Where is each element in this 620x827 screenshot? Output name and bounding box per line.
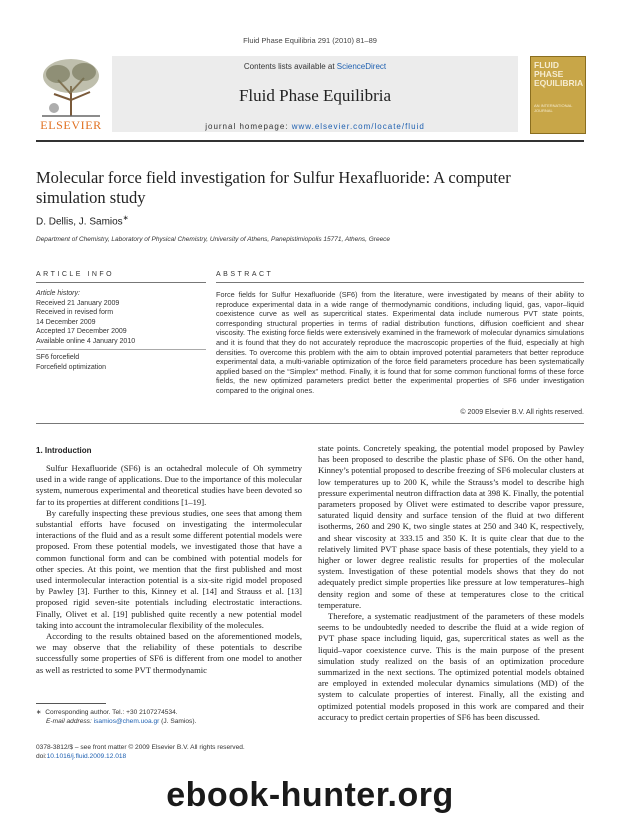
paragraph: According to the results obtained based on the aforementioned models, we may observe that the reliability of these potentials to describe successfully some properties of SF6 is different from one model to another as well as restricted to some PVT thermodynamic (36, 631, 302, 675)
journal-banner (112, 56, 518, 132)
authors (36, 214, 129, 227)
cover-title-line-2: EQUILIBRIA (534, 78, 584, 88)
contents-prefix: Contents lists available at (243, 62, 337, 71)
cover-title-line-1: FLUID PHASE (534, 60, 564, 79)
article-history (36, 289, 206, 347)
contents-line (112, 62, 518, 71)
doi-line (36, 752, 336, 761)
header-rule (36, 140, 584, 142)
publisher-name: ELSEVIER (40, 118, 102, 132)
journal-title: Fluid Phase Equilibria (238, 86, 392, 105)
cover-title (534, 61, 582, 88)
divider (36, 282, 206, 283)
article-title: Molecular force field investigation for Sulfur Hexafluoride: A computer simulation study (36, 168, 511, 207)
author-names: D. Dellis, J. Samios (36, 216, 123, 228)
history-line: Available online 4 January 2010 (36, 337, 136, 345)
keywords (36, 353, 206, 372)
paragraph: By carefully inspecting these previous studies, one sees that among them substantial efforts have focused on investigating the intermolecular interactions of the fluid and as a result some different potential models were proposed. From these potential models, we investigated those that have a common functional form and can be combined with potential models for other species. At this point, we mention that the first published and most used intermolecular interaction potential is a six-site rigid model proposed by Pawley [3]. Further to this, Kinney et al. [14] and Strauss et al. [13] proposed rigid seven-site potentials including electrostatic interactions. Finally, Olivet et al. [19] published quite recently a new potential model taking into account the intramolecular flexibility of the molecules. (36, 507, 302, 630)
doi-link[interactable]: 10.1016/j.fluid.2009.12.018 (46, 753, 127, 760)
cover-subtitle: AN INTERNATIONAL JOURNAL (534, 103, 573, 113)
email-link[interactable]: isamios@chem.uoa.gr (93, 718, 160, 725)
article-info-label: ARTICLE INFO (36, 271, 115, 278)
email-suffix: (J. Samios). (159, 718, 197, 725)
divider (36, 423, 584, 424)
paragraph: Sulfur Hexafluoride (SF6) is an octahedral molecule of Oh symmetry used in a wide range of applications. Due to the importance of this molecular system, numerous experimental and theoretical studies have been devoted so far to its properties at different conditions [1–19]. (36, 463, 302, 507)
journal-cover-thumbnail (530, 56, 586, 134)
issn-line: 0378-3812/$ – see front matter © 2009 Elsevier B.V. All rights reserved. (36, 744, 245, 751)
watermark: ebook-hunter.org (166, 776, 454, 814)
footnote-line (36, 708, 302, 717)
homepage-prefix: journal homepage: (205, 122, 292, 131)
footnote-rule (36, 703, 106, 704)
section-heading: 1. Introduction (36, 446, 92, 455)
history-line: Received in revised form (36, 309, 114, 317)
divider (36, 349, 206, 350)
copyright: © 2009 Elsevier B.V. All rights reserved. (460, 409, 584, 416)
history-line: 14 December 2009 (36, 318, 96, 326)
running-header: Fluid Phase Equilibria 291 (2010) 81–89 (243, 36, 377, 45)
footnote (36, 708, 302, 726)
sciencedirect-link[interactable]: ScienceDirect (336, 62, 387, 71)
paragraph: state points. Concretely speaking, the potential model proposed by Pawley has been proposed to describe the plastic phase of SF6. On the other hand, Kinney’s potential proposed to describe freezing of SF6 molecular clusters at low temperatures up to 200 K, while the Strauss’s model to describe high pressure experimental neutron diffraction data at 398 K. Finally, the potential parameters proposed by Olivet were estimated to describe vapor pressure, saturated liquid density and surface tension of the fluid at two different isotherms, 260 and 290 K, two single states at 250 and 340 K, respectively, and shear viscosity at 333.15 and 350 K. It is quite clear that due to the relatively limited PVT phase space basis of these potentials, they yield to a higher or lower degree realistic results for properties of the molecular system. Investigation of these potential models shows that they do not adequately predict simple properties like pressure at low temperatures–high density region and some of these at temperatures close to the critical temperature. (318, 443, 584, 610)
keyword: SF6 forcefield (36, 354, 80, 361)
paragraph: Therefore, a systematic readjustment of the parameters of these models seems to be undoubtedly needed to describe the fluid at a wide region of PVT phase space including liquid, gas, supercritical states as well as the liquid–vapor coexistence curve. This is the main purpose of the present simulation study realized on the basis of an optimization procedure summarized in the next sections. The optimized potential models obtained are employed in extended molecular dynamics simulations (MD) of the system to calculate properties of interest. Finally, all the existing and optimized potential models proposed in this work are compared and their accuracy to predict certain properties of SF6 has been discussed. (318, 611, 584, 722)
history-heading: Article history: (36, 290, 80, 297)
author-mark[interactable]: ∗ (122, 215, 129, 222)
corresponding-author: Corresponding author. Tel.: +30 2107274534. (45, 709, 178, 716)
email-prefix: E-mail address: (46, 718, 94, 725)
keyword: Forcefield optimization (36, 363, 107, 371)
right-column (318, 443, 584, 723)
journal-header (36, 50, 584, 138)
homepage-link[interactable]: www.elsevier.com/locate/fluid (291, 122, 425, 131)
footnote-email-line (36, 717, 302, 726)
abstract-text: Force fields for Sulfur Hexafluoride (SF6) from the literature, were investigated by means of their ability to reproduce experimental data in a wide range of thermodynamic conditions, including liquid, gas, vapor–liquid coexistence curve as well as supercritical states. Experimental data include numerous PVT state points, corresponding structural properties in terms of radial distribution functions, diffusion coefficient and shear viscosity. The existing force fields were extensively examined in the framework of molecular dynamics simulations and it is found that they do not accurately reproduce the macroscopic properties of the fluid, especially at high densities. To overcome this problem with the aim to obtain improved potential parameters that better reproduce experimental data, a multi-variable optimization of the force field parameters procedure has been systematically applied based on the “Simplex” method. Finally, it is found that for some common functional forms of these force fields, the new optimized parameters predict better the experimental properties of SF6 under investigation compared to the original ones. (216, 290, 584, 395)
history-line: Received 21 January 2009 (36, 299, 120, 307)
affiliation: Department of Chemistry, Laboratory of Physical Chemistry, University of Athens, Panepistimiopolis 15771, Athens, Greece (36, 236, 391, 243)
footnote-mark: ∗ (36, 709, 42, 716)
abstract-label: ABSTRACT (216, 271, 274, 278)
issn-block (36, 743, 336, 761)
divider (216, 282, 584, 283)
history-line: Accepted 17 December 2009 (36, 328, 127, 336)
journal-homepage (112, 122, 518, 131)
elsevier-tree-logo (36, 56, 106, 118)
left-column (36, 463, 302, 676)
doi-prefix: doi: (36, 753, 47, 760)
